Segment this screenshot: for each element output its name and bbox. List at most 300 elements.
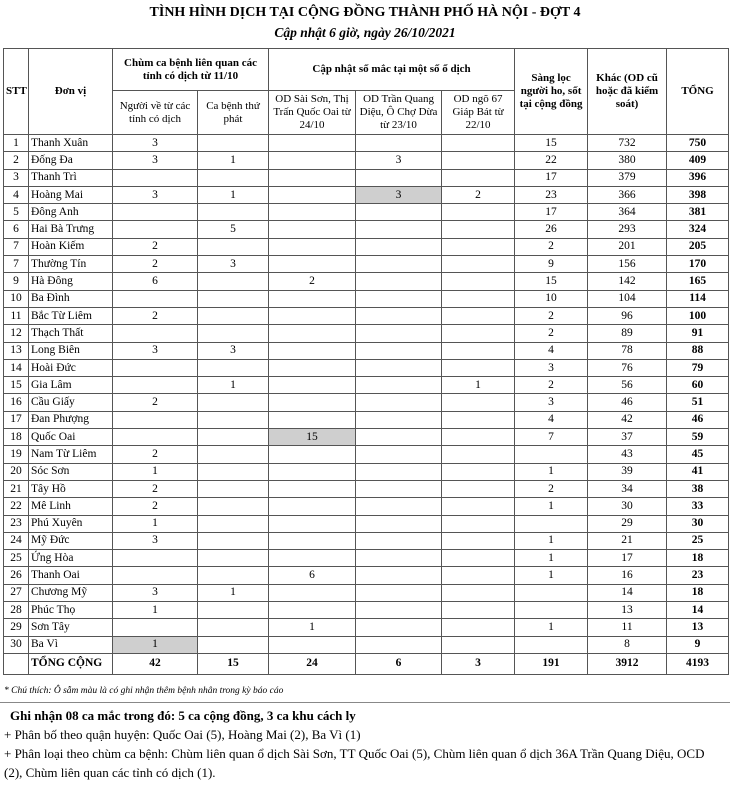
table-row [4,342,729,359]
table-row [4,515,729,532]
row-screening: 2 [515,377,588,394]
row-unit-name: Hoàng Mai [29,186,113,203]
row-stt: 30 [4,636,29,653]
row-other: 42 [588,411,667,428]
row-tran-quang-dieu [356,411,442,428]
row-stt: 29 [4,619,29,636]
row-stt: 17 [4,411,29,428]
row-sai-son [269,204,356,221]
row-returnees: 6 [113,273,198,290]
row-stt: 26 [4,567,29,584]
row-giap-bat [442,636,515,653]
row-sai-son [269,446,356,463]
row-returnees: 2 [113,307,198,324]
row-screening [515,636,588,653]
row-secondary: 1 [198,584,269,601]
row-other: 56 [588,377,667,394]
row-sai-son [269,480,356,497]
row-returnees: 2 [113,446,198,463]
row-other: 14 [588,584,667,601]
row-giap-bat [442,550,515,567]
row-returnees [113,429,198,446]
row-unit-name: Chương Mỹ [29,584,113,601]
table-body [4,135,729,654]
row-stt: 6 [4,221,29,238]
row-secondary [198,446,269,463]
row-sai-son [269,532,356,549]
row-unit-name: Hai Bà Trưng [29,221,113,238]
statistics-table [3,48,729,675]
row-tran-quang-dieu [356,221,442,238]
row-total: 750 [667,135,729,152]
row-unit-name: Bắc Từ Liêm [29,307,113,324]
row-total: 381 [667,204,729,221]
row-total: 409 [667,152,729,169]
row-other: 39 [588,463,667,480]
table-row [4,359,729,376]
report-title: TÌNH HÌNH DỊCH TẠI CỘNG ĐỒNG THÀNH PHỐ HÀ NỘI - ĐỢT 4 [149,5,581,20]
table-row [4,550,729,567]
row-unit-name: Thanh Trì [29,169,113,186]
row-sai-son [269,290,356,307]
row-returnees: 3 [113,532,198,549]
row-sai-son [269,584,356,601]
row-returnees: 3 [113,584,198,601]
table-row [4,290,729,307]
row-returnees: 3 [113,186,198,203]
row-total: 170 [667,256,729,273]
row-total: 79 [667,359,729,376]
row-sai-son [269,636,356,653]
row-screening: 3 [515,359,588,376]
row-screening: 1 [515,567,588,584]
table-row [4,446,729,463]
row-other: 379 [588,169,667,186]
row-secondary: 3 [198,342,269,359]
summary-classification: + Phân loại theo chùm ca bệnh: Chùm liên quan ổ dịch Sài Sơn, TT Quốc Oai (5), Chùm liên quan ổ dịch 36A Trần Quang Diệu, OCD (2), Chùm liên quan các tỉnh có dịch (1). [4,746,705,780]
row-stt: 28 [4,602,29,619]
row-other: 380 [588,152,667,169]
row-unit-name: Thạch Thất [29,325,113,342]
row-returnees: 1 [113,636,198,653]
row-other: 34 [588,480,667,497]
row-giap-bat [442,498,515,515]
row-other: 30 [588,498,667,515]
row-screening: 2 [515,325,588,342]
totals-tran-quang-dieu: 6 [356,653,442,674]
row-secondary: 1 [198,377,269,394]
header-group-outbreaks: Cập nhật số mắc tại một số ổ dịch [269,49,515,91]
row-screening: 23 [515,186,588,203]
row-stt: 5 [4,204,29,221]
row-sai-son [269,135,356,152]
row-total: 38 [667,480,729,497]
row-tran-quang-dieu [356,342,442,359]
row-returnees: 2 [113,480,198,497]
row-other: 16 [588,567,667,584]
row-stt: 10 [4,290,29,307]
row-returnees: 3 [113,135,198,152]
row-total: 25 [667,532,729,549]
row-sai-son [269,377,356,394]
row-unit-name: Thường Tín [29,256,113,273]
row-screening: 15 [515,273,588,290]
row-sai-son [269,169,356,186]
row-other: 76 [588,359,667,376]
row-screening [515,446,588,463]
header-screening: Sàng lọc người ho, sốt tại cộng đồng [515,49,588,135]
row-unit-name: Hà Đông [29,273,113,290]
row-total: 13 [667,619,729,636]
row-total: 9 [667,636,729,653]
row-other: 46 [588,394,667,411]
totals-grand-total: 4193 [667,653,729,674]
row-screening: 17 [515,169,588,186]
row-secondary [198,636,269,653]
row-other: 8 [588,636,667,653]
row-sai-son [269,411,356,428]
row-total: 114 [667,290,729,307]
report-subtitle: Cập nhật 6 giờ, ngày 26/10/2021 [274,25,456,40]
table-row [4,273,729,290]
row-giap-bat [442,290,515,307]
row-giap-bat [442,411,515,428]
table-row [4,152,729,169]
row-stt: 25 [4,550,29,567]
row-unit-name: Mỹ Đức [29,532,113,549]
row-sai-son [269,550,356,567]
table-row [4,186,729,203]
row-tran-quang-dieu [356,256,442,273]
table-row [4,619,729,636]
row-other: 293 [588,221,667,238]
row-returnees [113,325,198,342]
row-total: 59 [667,429,729,446]
row-stt: 7 [4,256,29,273]
row-stt: 14 [4,359,29,376]
table-row [4,307,729,324]
row-giap-bat [442,342,515,359]
row-total: 88 [667,342,729,359]
row-total: 41 [667,463,729,480]
row-unit-name: Thanh Oai [29,567,113,584]
header-group-provinces: Chùm ca bệnh liên quan các tỉnh có dịch từ 11/10 [113,49,269,91]
row-screening: 1 [515,619,588,636]
row-returnees [113,377,198,394]
row-returnees [113,619,198,636]
row-returnees [113,221,198,238]
row-sai-son [269,498,356,515]
table-row [4,325,729,342]
row-secondary [198,169,269,186]
row-other: 732 [588,135,667,152]
row-tran-quang-dieu [356,498,442,515]
row-tran-quang-dieu [356,290,442,307]
header-returnees: Người về từ các tỉnh có dịch [113,91,198,135]
header-outbreak-tran-quang-dieu: OD Trần Quang Diệu, Ô Chợ Dừa từ 23/10 [356,91,442,135]
header-other: Khác (OD cũ hoặc đã kiểm soát) [588,49,667,135]
row-tran-quang-dieu [356,619,442,636]
row-returnees: 1 [113,602,198,619]
row-unit-name: Phú Xuyên [29,515,113,532]
row-returnees: 2 [113,238,198,255]
row-secondary [198,567,269,584]
row-screening [515,515,588,532]
header-secondary-cases: Ca bệnh thứ phát [198,91,269,135]
row-total: 18 [667,550,729,567]
table-row [4,567,729,584]
table-row [4,411,729,428]
row-giap-bat [442,394,515,411]
row-stt: 27 [4,584,29,601]
row-giap-bat [442,307,515,324]
row-secondary [198,480,269,497]
header-unit: Đơn vị [29,49,113,135]
row-secondary [198,602,269,619]
row-screening: 3 [515,394,588,411]
row-total: 100 [667,307,729,324]
row-screening: 7 [515,429,588,446]
row-secondary [198,550,269,567]
header-stt: STT [4,49,29,135]
row-screening: 1 [515,532,588,549]
row-other: 43 [588,446,667,463]
row-total: 60 [667,377,729,394]
row-stt: 15 [4,377,29,394]
row-unit-name: Quốc Oai [29,429,113,446]
row-unit-name: Mê Linh [29,498,113,515]
row-sai-son: 1 [269,619,356,636]
row-giap-bat [442,515,515,532]
row-total: 18 [667,584,729,601]
row-other: 364 [588,204,667,221]
row-secondary [198,325,269,342]
row-screening: 10 [515,290,588,307]
table-row [4,463,729,480]
row-secondary [198,429,269,446]
row-unit-name: Sóc Sơn [29,463,113,480]
row-secondary: 5 [198,221,269,238]
row-other: 366 [588,186,667,203]
row-secondary [198,515,269,532]
row-total: 45 [667,446,729,463]
row-secondary: 3 [198,256,269,273]
row-tran-quang-dieu [356,636,442,653]
table-row [4,377,729,394]
row-giap-bat [442,584,515,601]
row-screening: 1 [515,463,588,480]
row-other: 11 [588,619,667,636]
row-giap-bat [442,359,515,376]
row-sai-son [269,342,356,359]
row-total: 205 [667,238,729,255]
row-unit-name: Tây Hồ [29,480,113,497]
row-returnees [113,359,198,376]
row-screening: 1 [515,498,588,515]
table-row [4,169,729,186]
row-giap-bat [442,429,515,446]
row-giap-bat [442,169,515,186]
row-other: 104 [588,290,667,307]
row-stt: 18 [4,429,29,446]
header-outbreak-sai-son: OD Sài Sơn, Thị Trấn Quốc Oai từ 24/10 [269,91,356,135]
row-total: 46 [667,411,729,428]
row-giap-bat [442,152,515,169]
row-secondary [198,204,269,221]
row-sai-son: 15 [269,429,356,446]
row-stt: 12 [4,325,29,342]
row-other: 156 [588,256,667,273]
row-total: 14 [667,602,729,619]
table-row [4,394,729,411]
row-returnees [113,550,198,567]
row-tran-quang-dieu [356,169,442,186]
row-other: 142 [588,273,667,290]
row-returnees [113,204,198,221]
row-giap-bat [442,532,515,549]
row-tran-quang-dieu [356,325,442,342]
row-screening: 4 [515,342,588,359]
row-tran-quang-dieu [356,515,442,532]
row-sai-son [269,256,356,273]
row-tran-quang-dieu [356,204,442,221]
row-tran-quang-dieu: 3 [356,186,442,203]
row-giap-bat [442,480,515,497]
table-row [4,204,729,221]
row-tran-quang-dieu [356,429,442,446]
row-returnees: 3 [113,342,198,359]
row-returnees: 2 [113,256,198,273]
table-row [4,480,729,497]
totals-row [4,653,729,674]
row-total: 30 [667,515,729,532]
row-tran-quang-dieu [356,238,442,255]
row-sai-son [269,325,356,342]
divider [0,702,730,703]
row-other: 96 [588,307,667,324]
row-secondary [198,238,269,255]
row-giap-bat [442,602,515,619]
row-sai-son [269,515,356,532]
row-sai-son [269,186,356,203]
row-sai-son [269,307,356,324]
table-row [4,584,729,601]
row-giap-bat [442,204,515,221]
row-secondary [198,532,269,549]
row-sai-son [269,152,356,169]
row-total: 51 [667,394,729,411]
row-tran-quang-dieu [356,446,442,463]
row-screening: 9 [515,256,588,273]
row-tran-quang-dieu [356,567,442,584]
row-giap-bat [442,135,515,152]
summary-distribution: + Phân bố theo quận huyện: Quốc Oai (5), Hoàng Mai (2), Ba Vì (1) [4,727,361,742]
row-tran-quang-dieu [356,377,442,394]
row-sai-son [269,238,356,255]
row-stt: 19 [4,446,29,463]
row-sai-son [269,359,356,376]
table-row [4,602,729,619]
row-other: 17 [588,550,667,567]
row-giap-bat [442,221,515,238]
row-total: 398 [667,186,729,203]
row-other: 37 [588,429,667,446]
table-row [4,221,729,238]
row-unit-name: Gia Lâm [29,377,113,394]
row-giap-bat: 2 [442,186,515,203]
row-stt: 20 [4,463,29,480]
row-screening: 2 [515,480,588,497]
row-secondary [198,411,269,428]
row-stt: 22 [4,498,29,515]
row-sai-son [269,394,356,411]
row-other: 89 [588,325,667,342]
row-giap-bat: 1 [442,377,515,394]
row-unit-name: Thanh Xuân [29,135,113,152]
row-total: 324 [667,221,729,238]
row-stt: 7 [4,238,29,255]
row-screening: 1 [515,550,588,567]
row-total: 91 [667,325,729,342]
table-row [4,238,729,255]
totals-label: TỔNG CỘNG [29,653,113,674]
row-sai-son [269,463,356,480]
row-stt: 21 [4,480,29,497]
row-giap-bat [442,325,515,342]
row-unit-name: Đan Phượng [29,411,113,428]
row-screening: 2 [515,238,588,255]
row-unit-name: Sơn Tây [29,619,113,636]
row-sai-son [269,221,356,238]
row-returnees: 1 [113,515,198,532]
row-tran-quang-dieu [356,135,442,152]
row-secondary: 1 [198,152,269,169]
row-stt: 24 [4,532,29,549]
row-other: 29 [588,515,667,532]
row-unit-name: Nam Từ Liêm [29,446,113,463]
row-giap-bat [442,446,515,463]
row-tran-quang-dieu [356,602,442,619]
row-total: 396 [667,169,729,186]
row-stt: 1 [4,135,29,152]
row-stt: 16 [4,394,29,411]
row-tran-quang-dieu [356,463,442,480]
row-screening: 26 [515,221,588,238]
totals-screening: 191 [515,653,588,674]
row-screening: 17 [515,204,588,221]
table-row [4,532,729,549]
row-unit-name: Phúc Thọ [29,602,113,619]
row-unit-name: Hoài Đức [29,359,113,376]
row-returnees: 2 [113,394,198,411]
row-unit-name: Đống Đa [29,152,113,169]
header-total: TỔNG [667,49,729,135]
row-sai-son [269,602,356,619]
totals-sai-son: 24 [269,653,356,674]
row-screening [515,602,588,619]
row-other: 21 [588,532,667,549]
row-stt: 13 [4,342,29,359]
table-row [4,135,729,152]
row-total: 23 [667,567,729,584]
row-screening: 15 [515,135,588,152]
summary-block [4,706,726,782]
row-tran-quang-dieu: 3 [356,152,442,169]
row-screening: 22 [515,152,588,169]
row-secondary [198,394,269,411]
totals-other: 3912 [588,653,667,674]
row-stt: 9 [4,273,29,290]
